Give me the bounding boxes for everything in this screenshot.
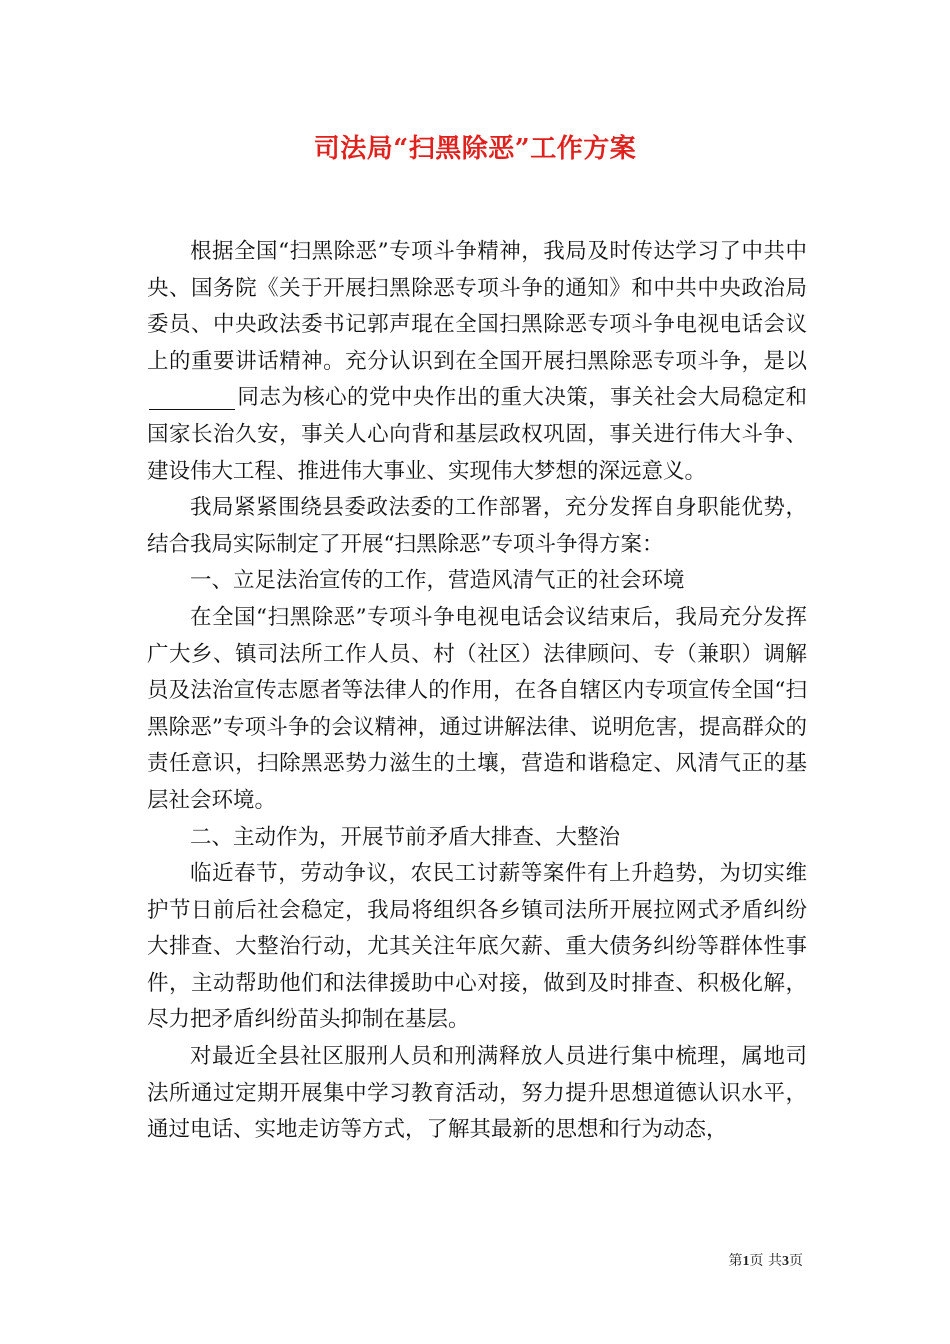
fill-in-blank (149, 387, 235, 410)
section-heading-1: 一、立足法治宣传的工作，营造风清气正的社会环境 (190, 568, 685, 594)
document-title: 司法局“扫黑除恶”工作方案 (313, 134, 637, 164)
intro-text-part1: 根据全国“扫黑除恶”专项斗争精神，我局及时传达学习了中共中央、国务院《关于开展扫黑除恶专项斗争的通知》和中共中央政治局委员、中央政法委书记郭声琨在全国扫黑除恶专项斗争电视电话会议上的重要讲话精神。充分认识到在全国开展扫黑除恶专项斗争，是以 (147, 239, 807, 374)
paragraph-plan: 我局紧紧围绕县委政法委的工作部署，充分发挥自身职能优势，结合我局实际制定了开展“扫黑除恶”专项斗争得方案： (147, 495, 807, 557)
footer-page-number: 1 (742, 1254, 750, 1269)
footer-suffix: 页 (789, 1253, 803, 1269)
document-body (147, 234, 807, 1149)
paragraph-section-1: 在全国“扫黑除恶”专项斗争电视电话会议结束后，我局充分发挥广大乡、镇司法所工作人员、村（社区）法律顾问、专（兼职）调解员及法治宣传志愿者等法律人的作用，在各自辖区内专项宣传全国“扫黑除恶”专项斗争的会议精神，通过讲解法律、说明危害，提高群众的责任意识，扫除黑恶势力滋生的土壤，营造和谐稳定、风清气正的基层社会环境。 (147, 604, 807, 813)
paragraph-community: 对最近全县社区服刑人员和刑满释放人员进行集中梳理，属地司法所通过定期开展集中学习教育活动，努力提升思想道德认识水平，通过电话、实地走访等方式，了解其最新的思想和行为动态， (147, 1044, 807, 1143)
paragraph-section-2: 临近春节，劳动争议，农民工讨薪等案件有上升趋势，为切实维护节日前后社会稳定，我局将组织各乡镇司法所开展拉网式矛盾纠纷大排查、大整治行动，尤其关注年底欠薪、重大债务纠纷等群体性事件，主动帮助他们和法律援助中心对接，做到及时排查、积极化解，尽力把矛盾纠纷苗头抑制在基层。 (147, 861, 807, 1033)
page-number-footer (729, 1250, 803, 1270)
footer-total-pages: 3 (782, 1254, 789, 1269)
intro-text-part2: 同志为核心的党中央作出的重大决策，事关社会大局稳定和国家长治久安，事关人心向背和基层政权巩固，事关进行伟大斗争、建设伟大工程、推进伟大事业、实现伟大梦想的深远意义。 (147, 385, 807, 484)
section-heading-2: 二、主动作为，开展节前矛盾大排查、大整治 (190, 824, 621, 850)
paragraph-intro (147, 234, 807, 490)
footer-middle: 页 共 (749, 1253, 782, 1269)
footer-prefix: 第 (728, 1253, 743, 1269)
